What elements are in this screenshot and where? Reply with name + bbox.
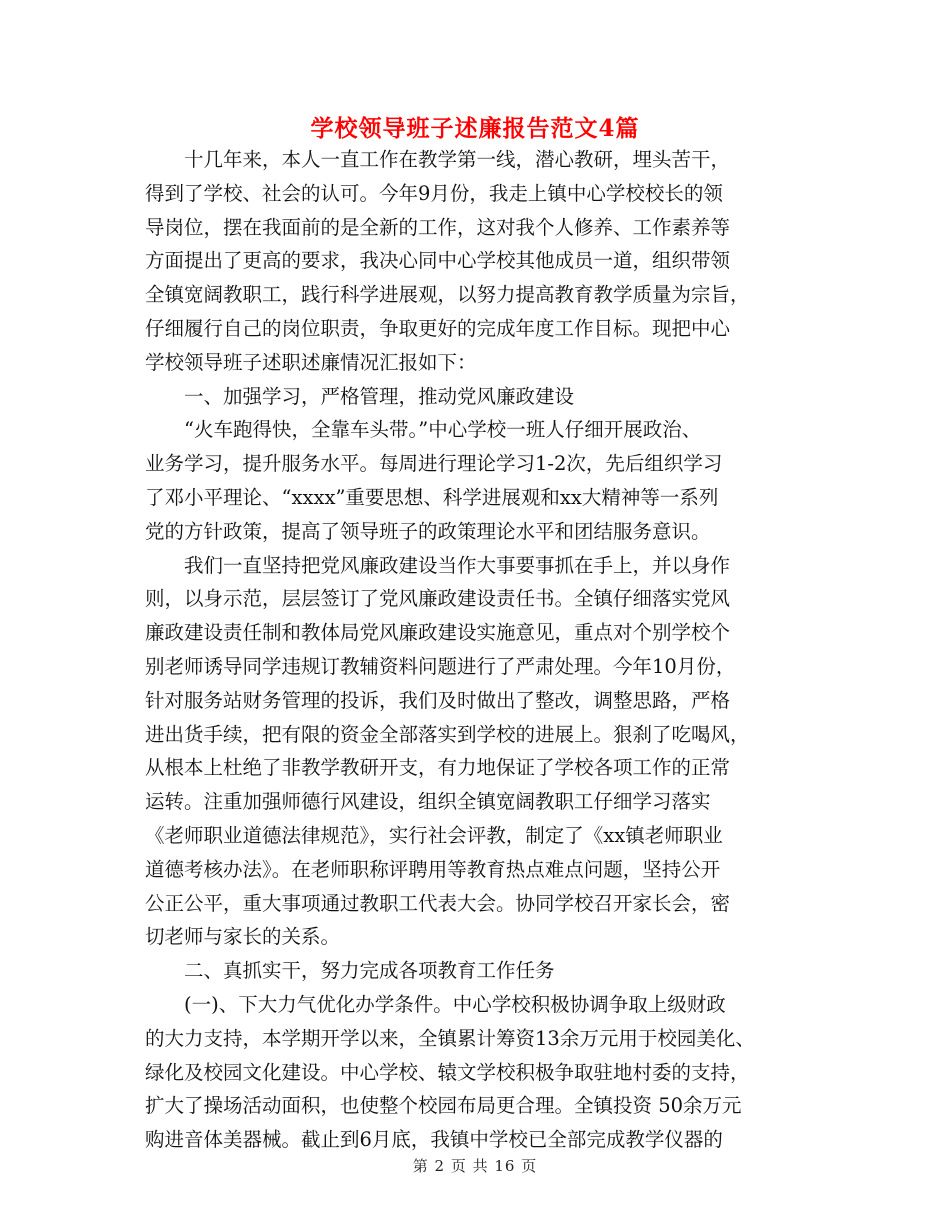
text-line: 方面提出了更高的要求，我决心同中心学校其他成员一道，组织带领 — [145, 249, 731, 273]
text-line: 运转。注重加强师德行风建设，组织全镇宽阔教职工仔细学习落实 — [145, 790, 711, 814]
text-line: 从根本上杜绝了非教学教研开支，有力地保证了学校各项工作的正常 — [145, 756, 731, 780]
text-line: 切老师与家长的关系。 — [145, 925, 341, 949]
text-line: 的大力支持，本学期开学以来，全镇累计筹资13余万元用于校园美化、 — [145, 1026, 755, 1050]
document-title: 学校领导班子述廉报告范文4篇 — [310, 115, 640, 142]
text-line: 道德考核办法》。在老师职称评聘用等教育热点难点问题，坚持公开 — [145, 857, 721, 881]
text-line: 针对服务站财务管理的投诉，我们及时做出了整改，调整思路，严格 — [145, 688, 731, 712]
text-line: 我们一直坚持把党风廉政建设当作大事要事抓在手上，并以身作 — [145, 553, 731, 577]
text-line: 十几年来，本人一直工作在教学第一线，潜心教研，埋头苦干， — [145, 148, 731, 171]
text-line: 二、真抓实干，努力完成各项教育工作任务 — [145, 959, 555, 983]
text-line: “火车跑得快，全靠车头带。”中心学校一班人仔细开展政治、 — [145, 418, 702, 442]
text-line: 公正公平，重大事项通过教职工代表大会。协同学校召开家长会，密 — [145, 891, 731, 915]
text-line: 《老师职业道德法律规范》，实行社会评教，制定了《xx镇老师职业 — [145, 823, 723, 847]
text-line: 全镇宽阔教职工，践行科学进展观，以努力提高教育教学质量为宗旨， — [145, 283, 750, 307]
text-line: 廉政建设责任制和教体局党风廉政建设实施意见，重点对个别学校个 — [145, 621, 731, 645]
text-line: 党的方针政策，提高了领导班子的政策理论水平和团结服务意识。 — [145, 519, 711, 543]
text-line: 业务学习，提升服务水平。每周进行理论学习1-2次，先后组织学习 — [145, 452, 723, 476]
text-line: (一)、下大力气优化办学条件。中心学校积极协调争取上级财政 — [145, 992, 726, 1016]
text-line: 得到了学校、社会的认可。今年9月份，我走上镇中心学校校长的领 — [145, 181, 723, 205]
text-line: 别老师诱导同学违规订教辅资料问题进行了严肃处理。今年10月份， — [145, 654, 736, 678]
text-line: 了邓小平理论、“xxxx”重要思想、科学进展观和xx大精神等一系列 — [145, 485, 719, 509]
page-footer: 第 2 页 共 16 页 — [412, 1157, 538, 1175]
text-line: 导岗位，摆在我面前的是全新的工作，这对我个人修养、工作素养等 — [145, 215, 731, 239]
text-line: 绿化及校园文化建设。中心学校、辕文学校积极争取驻地村委的支持， — [145, 1060, 750, 1084]
text-line: 一、加强学习，严格管理，推动党风廉政建设 — [145, 384, 575, 408]
document-body — [145, 143, 810, 1157]
text-line: 则，以身示范，层层签订了党风廉政建设责任书。全镇仔细落实党风 — [145, 587, 731, 611]
text-line: 进出货手续，把有限的资金全部落实到学校的进展上。狠刹了吃喝风， — [145, 722, 750, 746]
text-line: 学校领导班子述职述廉情况汇报如下： — [145, 350, 477, 374]
text-line: 仔细履行自己的岗位职责，争取更好的完成年度工作目标。现把中心 — [145, 316, 731, 340]
text-line: 购进音体美器械。截止到6月底，我镇中学校已全部完成教学仪器的 — [145, 1128, 723, 1152]
text-line: 扩大了操场活动面积，也使整个校园布局更合理。全镇投资 50余万元 — [145, 1094, 742, 1118]
